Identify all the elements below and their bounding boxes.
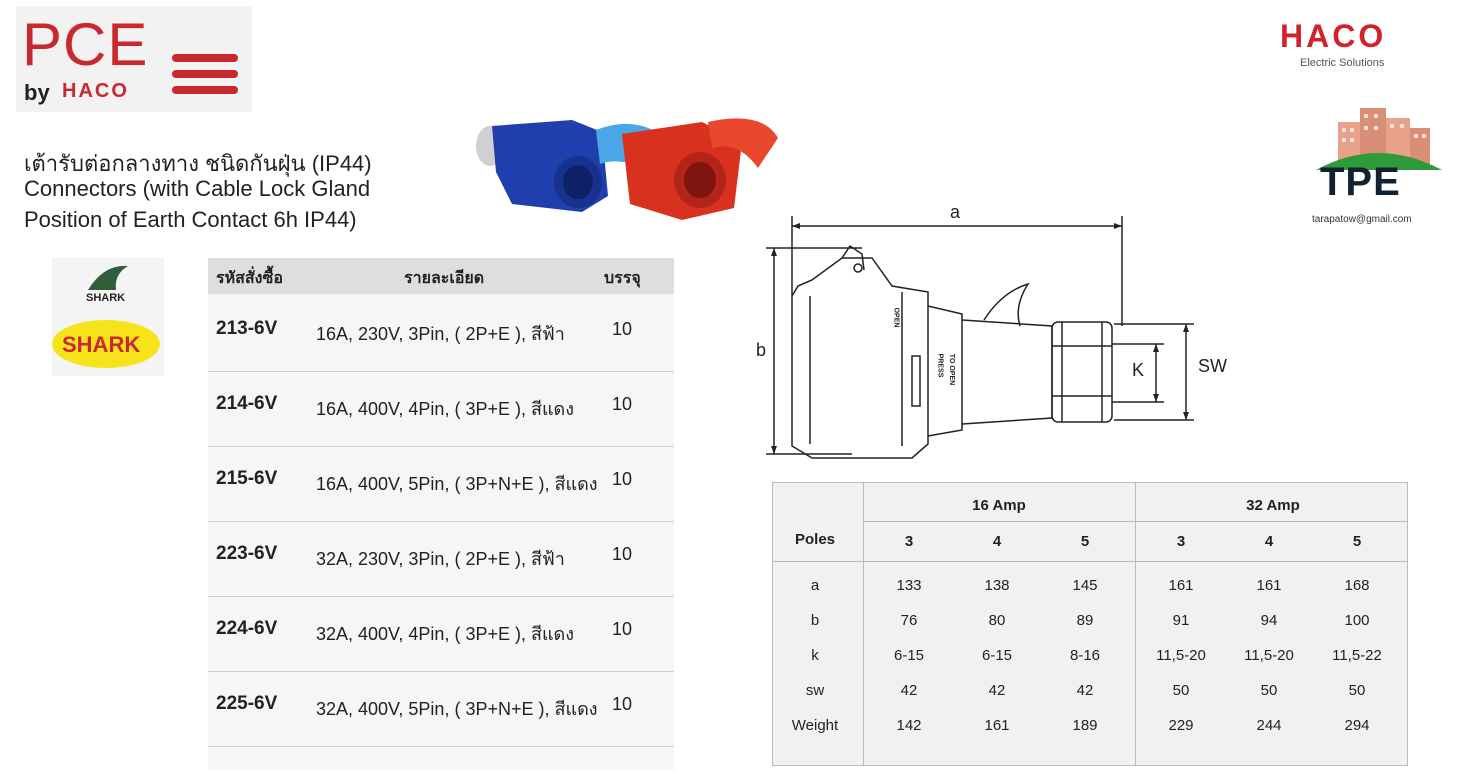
spec-cell: 294 [1344,717,1370,734]
table-row [208,596,674,672]
spec-cell: 50 [1172,682,1190,699]
spec-cell: 42 [1076,682,1094,699]
pce-wordmark: PCE [22,11,149,78]
connector-photo [472,112,784,224]
product-image [472,112,784,224]
row-code: 215-6V [216,468,278,489]
spec-table [772,482,1408,766]
title-english-1: Connectors (with Cable Lock Gland [24,176,371,201]
row-quantity: 10 [612,319,633,339]
shark-logo-panel [52,258,164,376]
dim-sw-label: SW [1198,356,1227,376]
row-quantity: 10 [612,394,633,414]
spec-divider [1135,483,1136,765]
spec-cell: 80 [988,612,1006,629]
tpe-logo [1308,100,1448,230]
spec-cell: 94 [1260,612,1278,629]
header-pack: บรรจุ [604,270,641,287]
spec-cell: 50 [1260,682,1278,699]
table-row [208,671,674,747]
shark-badge-label: SHARK [62,332,141,357]
pce-logo [16,6,252,112]
dimension-drawing [752,196,1232,468]
spec-divider [863,521,1407,522]
title-thai: เต้ารับต่อกลางทาง ชนิดกันฝุ่น (IP44) [24,151,372,176]
haco-logo: HACO [1280,18,1387,54]
spec-cell: 42 [988,682,1006,699]
tpe-wordmark: TPE [1320,160,1401,204]
table-row [208,296,674,372]
spec-cell: 76 [900,612,918,629]
spec-cell: 142 [896,717,922,734]
spec-cell: 229 [1168,717,1194,734]
tpe-email: tarapatow@gmail.com [1312,214,1412,225]
poles-label: Poles [794,531,836,548]
row-code: 225-6V [216,693,278,714]
haco-tagline: Electric Solutions [1300,57,1385,69]
spec-cell: 138 [984,577,1010,594]
pce-stripe [172,86,238,94]
row-description: 32A, 400V, 5Pin, ( 3P+N+E ), สีแดง [316,699,598,719]
pole-count: 3 [1176,533,1186,550]
pce-haco-label: HACO [62,80,129,102]
pce-stripe [172,70,238,78]
spec-divider [773,561,1407,562]
spec-cell: 8-16 [1069,647,1101,664]
spec-cell: 6-15 [893,647,925,664]
spec-cell: 42 [900,682,918,699]
pce-by-label: by [24,80,50,105]
shark-label: SHARK [86,292,126,304]
to-open-marking: TO OPEN [948,353,956,386]
spec-row-label: a [810,577,820,594]
header-order-code: รหัสสั่งซื้อ [216,270,283,287]
row-description: 16A, 230V, 3Pin, ( 2P+E ), สีฟ้า [316,324,565,344]
dim-k-label: K [1132,360,1145,380]
group-16amp: 16 Amp [972,497,1026,514]
row-quantity: 10 [612,469,633,489]
row-description: 32A, 230V, 3Pin, ( 2P+E ), สีฟ้า [316,549,565,569]
table-row [208,446,674,522]
row-code: 213-6V [216,318,278,339]
row-code: 214-6V [216,393,278,414]
spec-row-label: k [811,647,819,664]
spec-cell: 161 [1256,577,1282,594]
row-quantity: 10 [612,544,633,564]
spec-cell: 6-15 [981,647,1013,664]
pole-count: 4 [992,533,1002,550]
group-32amp: 32 Amp [1246,497,1300,514]
spec-cell: 11,5-20 [1156,647,1206,664]
spec-divider [863,483,864,765]
connector-outline [752,196,1232,468]
pole-count: 5 [1352,533,1362,550]
open-marking: OPEN [892,307,900,328]
product-table [208,258,674,770]
title-english-2: Position of Earth Contact 6h IP44) [24,207,357,232]
spec-cell: 161 [984,717,1010,734]
spec-cell: 50 [1348,682,1366,699]
spec-cell: 189 [1072,717,1098,734]
header-details: รายละเอียด [404,270,485,287]
spec-row-label: Weight [791,717,839,734]
row-description: 16A, 400V, 4Pin, ( 3P+E ), สีแดง [316,399,575,419]
dim-a-label: a [950,202,961,222]
row-description: 16A, 400V, 5Pin, ( 3P+N+E ), สีแดง [316,474,598,494]
row-quantity: 10 [612,619,633,639]
spec-cell: 11,5-20 [1244,647,1294,664]
spec-cell: 161 [1168,577,1194,594]
spec-cell: 89 [1076,612,1094,629]
press-marking: PRESS [936,353,944,378]
spec-cell: 11,5-22 [1332,647,1382,664]
spec-cell: 91 [1172,612,1190,629]
pole-count: 5 [1080,533,1090,550]
row-quantity: 10 [612,694,633,714]
pole-count: 4 [1264,533,1274,550]
spec-row-label: b [810,612,820,629]
spec-row-label: sw [805,682,825,699]
pole-count: 3 [904,533,914,550]
product-table-header [208,258,674,294]
table-row [208,371,674,447]
row-code: 224-6V [216,618,278,639]
table-row [208,521,674,597]
spec-cell: 145 [1072,577,1098,594]
spec-cell: 168 [1344,577,1370,594]
spec-cell: 244 [1256,717,1282,734]
spec-cell: 100 [1344,612,1370,629]
dim-b-label: b [756,340,767,360]
pce-stripe [172,54,238,62]
row-code: 223-6V [216,543,278,564]
row-description: 32A, 400V, 4Pin, ( 3P+E ), สีแดง [316,624,575,644]
spec-cell: 133 [896,577,922,594]
